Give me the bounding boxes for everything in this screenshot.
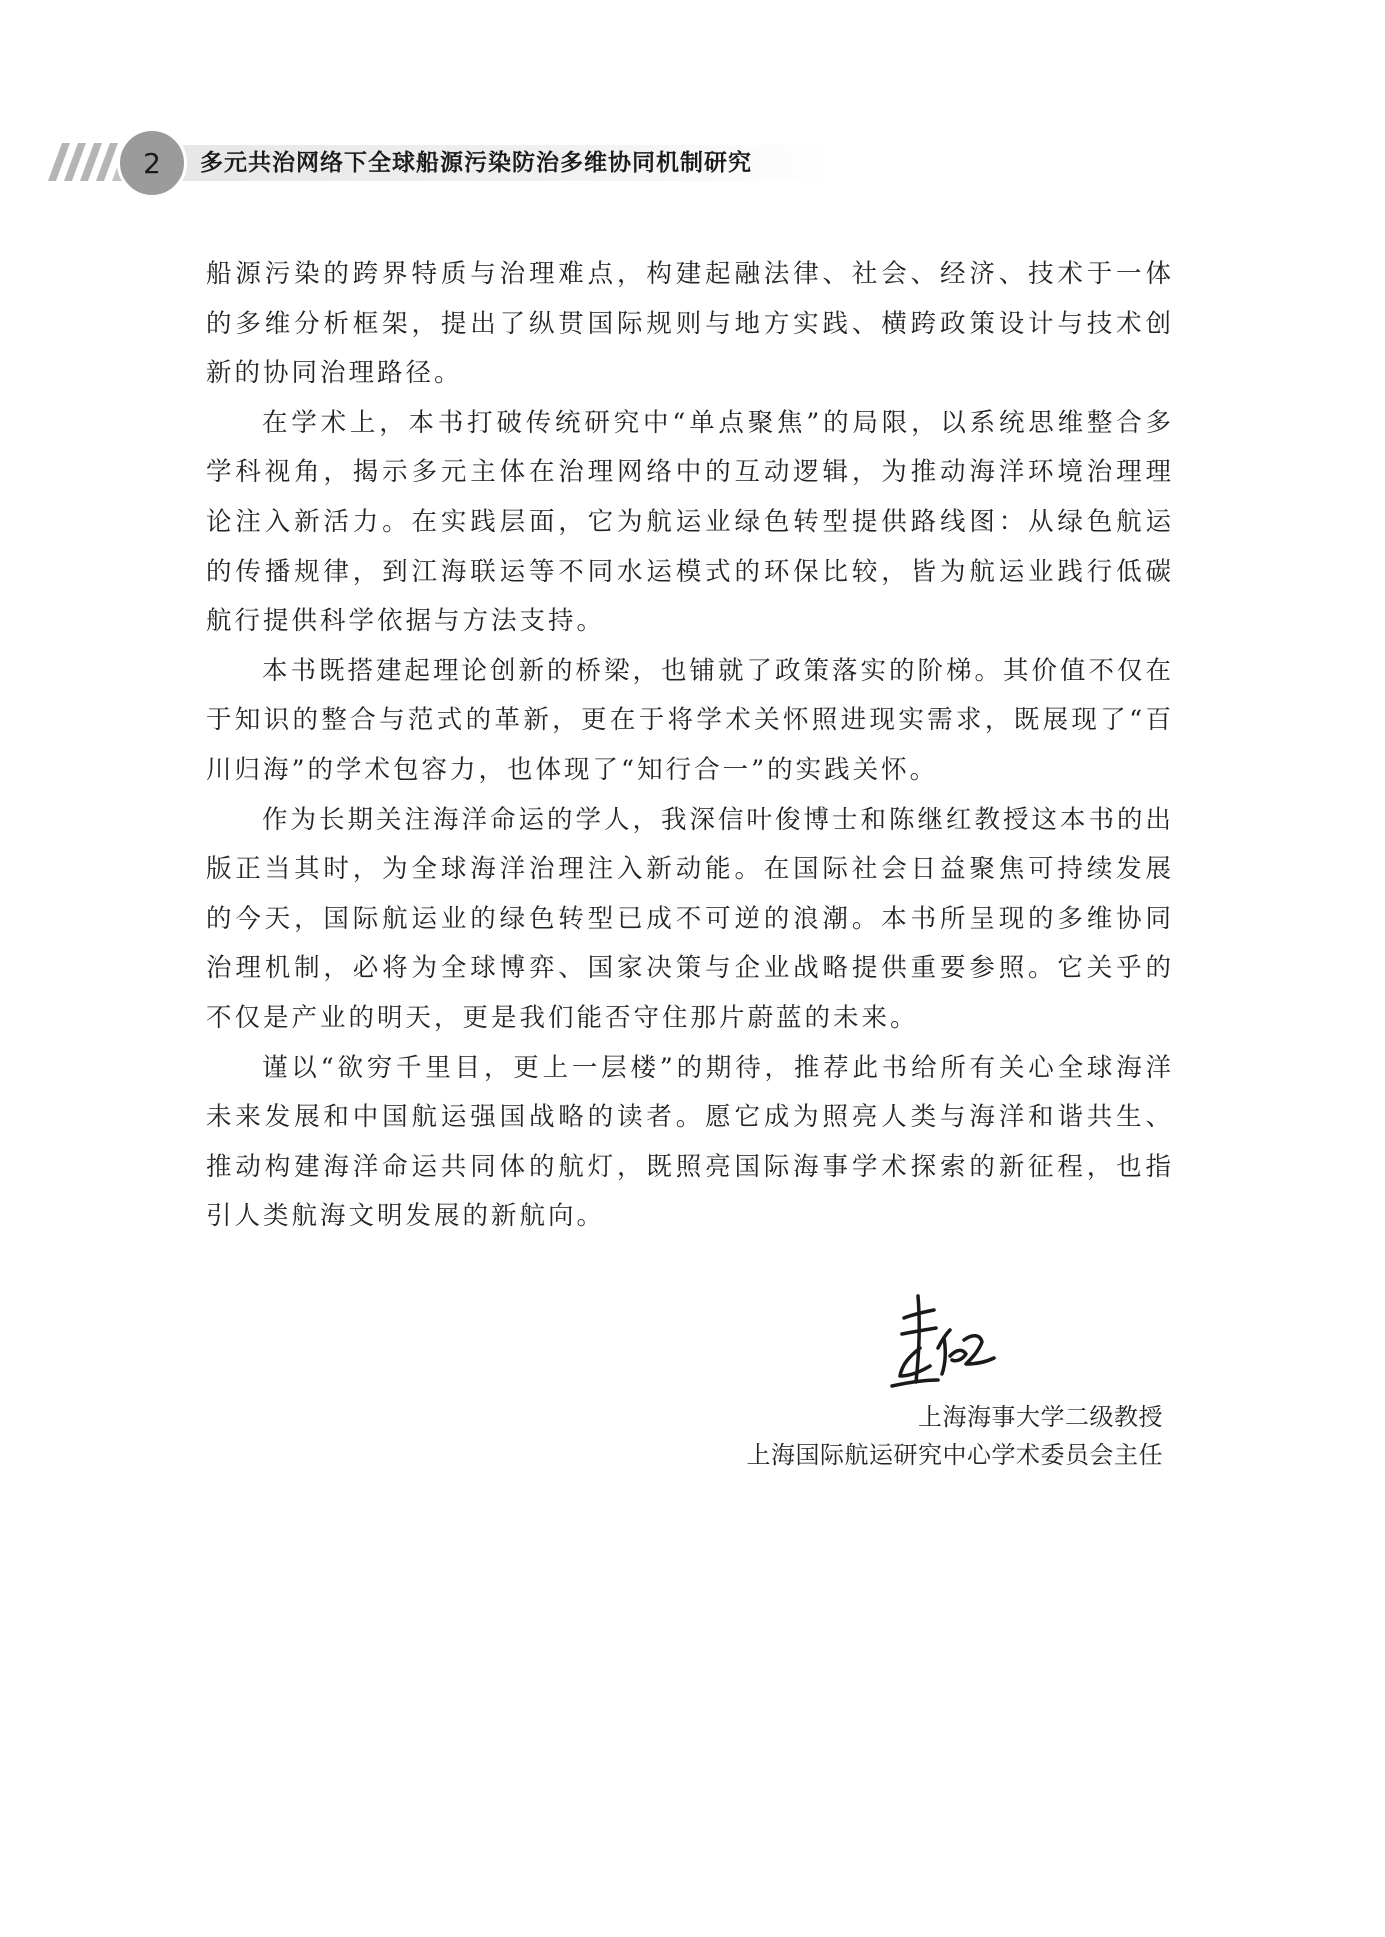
paragraph: 作为长期关注海洋命运的学人，我深信叶俊博士和陈继红教授这本书的出版正当其时，为全球海洋治理注入新动能。在国际社会日益聚焦可持续发展的今天，国际航运业的绿色转型已成不可逆的浪潮。本书所呈现的多维协同治理机制，必将为全球博弈、国家决策与企业战略提供重要参照。它关乎的不仅是产业的明天，更是我们能否守住那片蔚蓝的未来。 — [206, 804, 1175, 1033]
signature-title-line: 上海国际航运研究中心学术委员会主任 — [746, 1441, 1163, 1469]
paragraph: 在学术上，本书打破传统研究中“单点聚焦”的局限，以系统思维整合多学科视角，揭示多元主体在治理网络中的互动逻辑，为推动海洋环境治理理论注入新活力。在实践层面，它为航运业绿色转型提供路线图：从绿色航运的传播规律，到江海联运等不同水运模式的环保比较，皆为航运业践行低碳航行提供科学依据与方法支持。 — [206, 407, 1174, 637]
body-text — [206, 250, 1174, 1242]
page-number — [117, 128, 187, 198]
running-title: 多元共治网络下全球船源污染防治多维协同机制研究 — [200, 150, 752, 176]
page-number-text: 2 — [143, 146, 161, 180]
signature-title-line: 上海海事大学二级教授 — [918, 1403, 1163, 1431]
running-header — [0, 0, 1385, 200]
paragraph: 谨以“欲穷千里目，更上一层楼”的期待，推荐此书给所有关心全球海洋未来发展和中国航运强国战略的读者。愿它成为照亮人类与海洋和谐共生、推动构建海洋命运共同体的航灯，既照亮国际海事学术探索的新征程，也指引人类航海文明发展的新航向。 — [206, 1052, 1174, 1232]
handwritten-signature — [880, 1290, 1000, 1390]
paragraph: 本书既搭建起理论创新的桥梁，也铺就了政策落实的阶梯。其价值不仅在于知识的整合与范式的革新，更在于将学术关怀照进现实需求，既展现了“百川归海”的学术包容力，也体现了“知行合一”的实践关怀。 — [206, 655, 1175, 785]
signature-affiliation — [747, 1398, 1164, 1474]
paragraph-continued: 船源污染的跨界特质与治理难点，构建起融法律、社会、经济、技术于一体的多维分析框架，提出了纵贯国际规则与地方实践、横跨政策设计与技术创新的协同治理路径。 — [206, 259, 1174, 389]
